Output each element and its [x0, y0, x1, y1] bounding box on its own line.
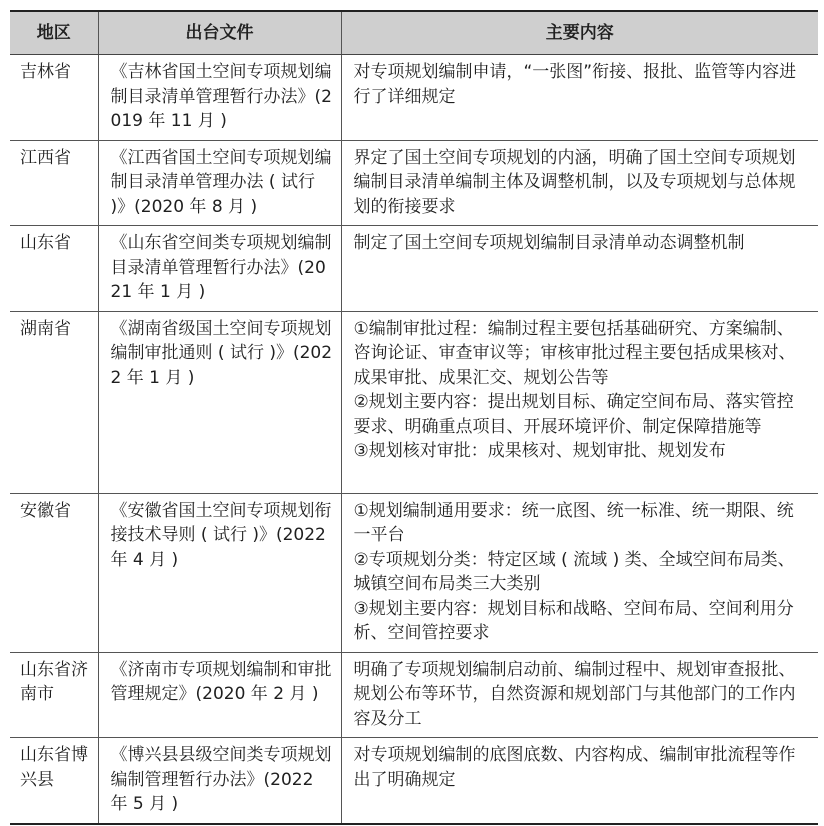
table-row — [10, 311, 818, 493]
document-cell: 《济南市专项规划编制和审批管理规定》(2020 年 2 月 ) — [98, 652, 341, 738]
table-row — [10, 140, 818, 226]
region-cell: 江西省 — [10, 140, 98, 226]
policy-table — [10, 10, 818, 825]
document-cell: 《博兴县县级空间类专项规划编制管理暂行办法》(2022 年 5 月 ) — [98, 738, 341, 824]
content-line: 对专项规划编制的底图底数、内容构成、编制审批流程等作出了明确规定 — [353, 745, 796, 790]
document-cell: 《湖南省级国土空间专项规划编制审批通则 ( 试行 )》(2022 年 1 月 ) — [98, 311, 341, 493]
content-cell — [341, 311, 818, 493]
content-line: ②专项规划分类：特定区域 ( 流域 ) 类、全域空间布局类、城镇空间布局类三大类别 — [353, 549, 795, 594]
document-cell: 《安徽省国土空间专项规划衔接技术导则 ( 试行 )》(2022 年 4 月 ) — [98, 493, 341, 652]
content-line: ③规划核对审批：成果核对、规划审批、规划发布 — [353, 441, 726, 461]
content-cell — [341, 652, 818, 738]
content-line: 制定了国土空间专项规划编制目录清单动态调整机制 — [353, 233, 745, 253]
content-line: ①编制审批过程：编制过程主要包括基础研究、方案编制、咨询论证、审查审议等；审核审批过程主要包括成果核对、成果审批、成果汇交、规划公告等 — [353, 318, 796, 388]
table-header — [10, 11, 818, 55]
table-row — [10, 226, 818, 312]
content-line: 对专项规划编制申请，“一张图”衔接、报批、监管等内容进行了详细规定 — [353, 62, 797, 107]
content-line: ①规划编制通用要求：统一底图、统一标准、统一期限、统一平台 — [353, 500, 794, 545]
table-row — [10, 738, 818, 824]
document-cell: 《山东省空间类专项规划编制目录清单管理暂行办法》(2021 年 1 月 ) — [98, 226, 341, 312]
region-cell: 山东省 — [10, 226, 98, 312]
header-content: 主要内容 — [341, 11, 818, 55]
header-region: 地区 — [10, 11, 98, 55]
region-cell: 山东省博兴县 — [10, 738, 98, 824]
table-row — [10, 55, 818, 141]
header-document: 出台文件 — [98, 11, 341, 55]
table-row — [10, 652, 818, 738]
content-line: 明确了专项规划编制启动前、编制过程中、规划审查报批、规划公布等环节，自然资源和规划部门与其他部门的工作内容及分工 — [353, 659, 796, 729]
document-cell: 《吉林省国土空间专项规划编制目录清单管理暂行办法》(2019 年 11 月 ) — [98, 55, 341, 141]
content-line: 界定了国土空间专项规划的内涵，明确了国土空间专项规划编制目录清单编制主体及调整机制，以及专项规划与总体规划的衔接要求 — [353, 147, 796, 217]
region-cell: 吉林省 — [10, 55, 98, 141]
table-body — [10, 55, 818, 824]
content-cell — [341, 55, 818, 141]
region-cell: 湖南省 — [10, 311, 98, 493]
region-cell: 山东省济南市 — [10, 652, 98, 738]
content-cell — [341, 140, 818, 226]
content-cell — [341, 493, 818, 652]
content-line: ②规划主要内容：提出规划目标、确定空间布局、落实管控要求、明确重点项目、开展环境评价、制定保障措施等 — [353, 392, 794, 437]
document-cell: 《江西省国土空间专项规划编制目录清单管理办法 ( 试行 )》(2020 年 8 月 ) — [98, 140, 341, 226]
table-row — [10, 493, 818, 652]
region-cell: 安徽省 — [10, 493, 98, 652]
content-line: ③规划主要内容：规划目标和战略、空间布局、空间利用分析、空间管控要求 — [353, 598, 794, 643]
content-cell — [341, 226, 818, 312]
header-row — [10, 11, 818, 55]
content-cell — [341, 738, 818, 824]
